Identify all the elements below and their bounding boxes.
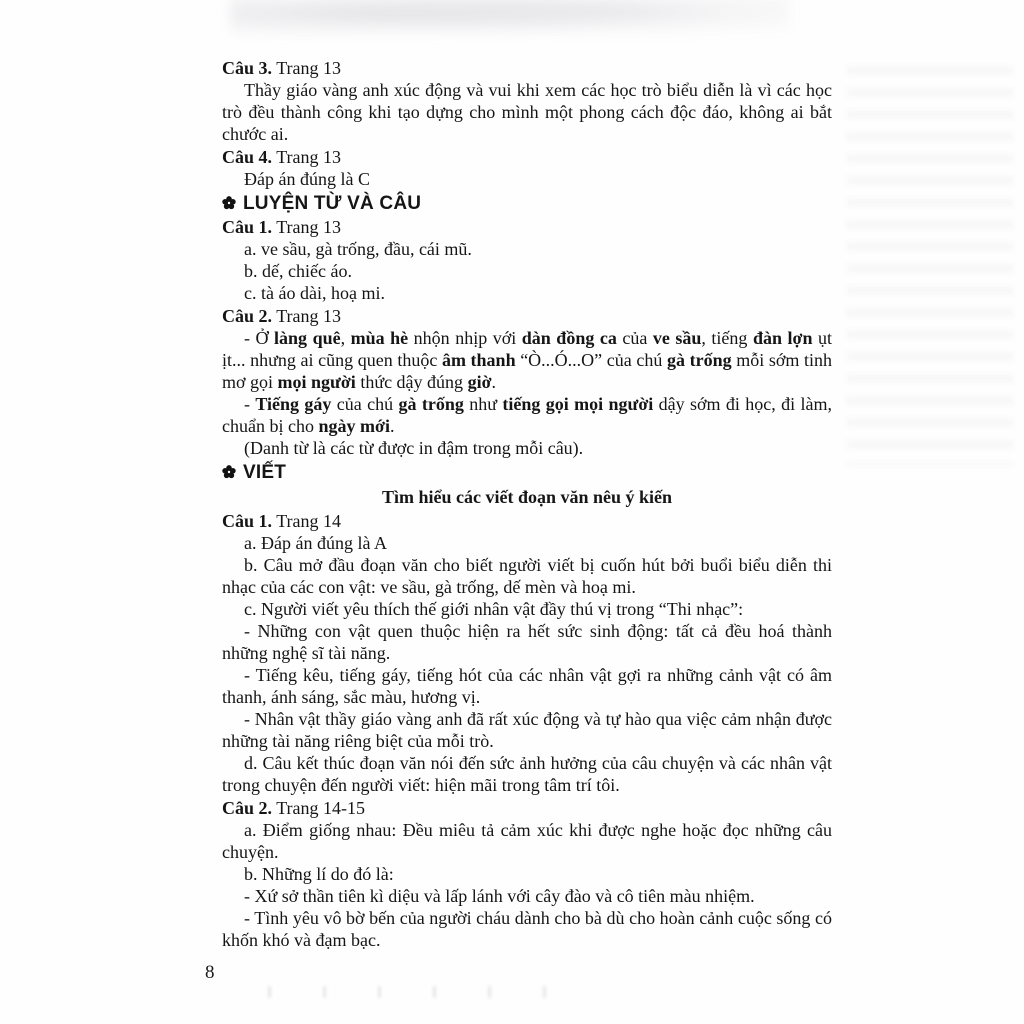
text-run: Trang 14-15 bbox=[272, 798, 366, 818]
paragraph bbox=[222, 708, 832, 752]
text-run: - Nhân vật thầy giáo vàng anh đã rất xúc động và tự hào qua việc cảm nhận được những tài năng riêng biệt của mỗi trò. bbox=[222, 709, 832, 751]
paragraph bbox=[222, 907, 832, 951]
scan-speck-artifact bbox=[268, 986, 558, 998]
text-run: gà trống bbox=[667, 350, 732, 370]
text-run: dàn đồng ca bbox=[521, 328, 617, 348]
text-run: Thầy giáo vàng anh xúc động và vui khi xem các học trò biểu diễn là vì các học trò đều thành công khi tạo dựng cho mình một phong cách độc đáo, không ai bắt chước ai. bbox=[222, 80, 832, 144]
text-run: Tìm hiểu các viết đoạn văn nêu ý kiến bbox=[381, 487, 673, 507]
text-run: - Xứ sở thần tiên kì diệu và lấp lánh với cây đào và cô tiên màu nhiệm. bbox=[244, 886, 755, 906]
text-run: Câu 3. bbox=[222, 58, 273, 78]
text-run: - Tiếng kêu, tiếng gáy, tiếng hót của các nhân vật gợi ra những cảnh vật có âm thanh, ánh sáng, sắc màu, hương vị. bbox=[222, 665, 832, 707]
answer-line bbox=[222, 532, 832, 554]
text-run: Trang 13 bbox=[272, 147, 342, 167]
text-run: tiếng gọi mọi người bbox=[502, 394, 654, 414]
bleed-through-artifact bbox=[846, 66, 1014, 466]
answer-line bbox=[222, 260, 832, 282]
lesson-title bbox=[222, 486, 832, 508]
text-run: Trang 13 bbox=[272, 58, 342, 78]
text-run: đàn lợn bbox=[752, 328, 813, 348]
paragraph bbox=[222, 664, 832, 708]
scan-smudge-artifact bbox=[230, 0, 790, 42]
text-run: “Ò...Ó...O” của chú bbox=[515, 350, 667, 370]
text-run: mọi người bbox=[277, 372, 356, 392]
paragraph bbox=[222, 752, 832, 796]
text-run: LUYỆN TỪ VÀ CÂU bbox=[243, 193, 422, 214]
text-run: - bbox=[244, 394, 256, 414]
text-run: d. Câu kết thúc đoạn văn nói đến sức ảnh hưởng của câu chuyện và các nhân vật trong chuyện đến người viết: hiện mãi trong tâm trí tôi. bbox=[222, 753, 832, 795]
question-heading bbox=[222, 305, 832, 327]
paragraph bbox=[222, 393, 832, 437]
text-run: b. Những lí do đó là: bbox=[244, 864, 394, 884]
text-run: thức dậy đúng bbox=[355, 372, 468, 392]
text-run: giờ bbox=[467, 372, 492, 392]
text-run: Trang 14 bbox=[272, 511, 342, 531]
text-run: a. ve sầu, gà trống, đầu, cái mũ. bbox=[244, 239, 472, 259]
text-run: , bbox=[340, 328, 351, 348]
text-run: b. Câu mở đầu đoạn văn cho biết người viết bị cuốn hút bởi buổi biểu diễn thi nhạc của các con vật: ve sầu, gà trống, dế mèn và hoạ mi. bbox=[222, 555, 832, 597]
question-heading bbox=[222, 216, 832, 238]
text-run: dậy sớm đi học, đi làm, chuẩn bị cho bbox=[222, 394, 833, 436]
text-run: a. Đáp án đúng là A bbox=[244, 533, 387, 553]
text-run: (Danh từ là các từ được in đậm trong mỗi câu). bbox=[244, 438, 584, 458]
text-run: . bbox=[491, 372, 497, 392]
text-run: Câu 2. bbox=[222, 798, 273, 818]
text-run: mỗi sớm tinh mơ gọi bbox=[222, 350, 833, 392]
text-run: Trang 13 bbox=[272, 306, 342, 326]
question-heading bbox=[222, 797, 832, 819]
paragraph bbox=[222, 620, 832, 664]
answer-line bbox=[222, 282, 832, 304]
text-run: như bbox=[463, 394, 503, 414]
page-number: 8 bbox=[205, 962, 215, 983]
text-run: b. dế, chiếc áo. bbox=[244, 261, 352, 281]
text-run: Tiếng gáy bbox=[255, 394, 332, 414]
question-heading bbox=[222, 510, 832, 532]
section-heading bbox=[222, 461, 832, 484]
text-run: mùa hè bbox=[350, 328, 409, 348]
text-run: Câu 1. bbox=[222, 217, 273, 237]
paragraph bbox=[222, 819, 832, 863]
text-run: a. Điểm giống nhau: Đều miêu tả cảm xúc khi được nghe hoặc đọc những câu chuyện. bbox=[222, 820, 832, 862]
text-run: c. Người viết yêu thích thế giới nhân vật đầy thú vị trong “Thi nhạc”: bbox=[244, 599, 744, 619]
paragraph bbox=[222, 863, 832, 885]
section-heading bbox=[222, 192, 832, 215]
text-run: ve sầu bbox=[652, 328, 702, 348]
paragraph bbox=[222, 554, 832, 598]
flower-icon bbox=[222, 193, 243, 214]
question-heading bbox=[222, 57, 832, 79]
text-run: nhộn nhịp với bbox=[408, 328, 522, 348]
text-run: của chú bbox=[331, 394, 399, 414]
text-run: Đáp án đúng là C bbox=[244, 169, 370, 189]
answer-line bbox=[222, 238, 832, 260]
question-heading bbox=[222, 146, 832, 168]
text-run: ngày mới bbox=[318, 416, 390, 436]
flower-icon bbox=[222, 462, 243, 483]
page-text bbox=[222, 56, 832, 951]
text-run: làng quê bbox=[274, 328, 341, 348]
text-run: gà trống bbox=[398, 394, 464, 414]
paragraph bbox=[222, 327, 832, 393]
text-run: - Ở bbox=[244, 328, 275, 348]
text-run: - Những con vật quen thuộc hiện ra hết sức sinh động: tất cả đều hoá thành những nghệ sĩ tài năng. bbox=[222, 621, 832, 663]
text-run: - Tình yêu vô bờ bến của người cháu dành cho bà dù cho hoàn cảnh cuộc sống có khốn khó và đạm bạc. bbox=[222, 908, 832, 950]
text-run: . bbox=[389, 416, 395, 436]
paragraph bbox=[222, 79, 832, 145]
paragraph bbox=[222, 885, 832, 907]
text-run: của bbox=[616, 328, 653, 348]
answer-line bbox=[222, 168, 832, 190]
text-run: VIẾT bbox=[243, 462, 287, 483]
text-run: ụt ịt... nhưng ai cũng quen thuộc bbox=[222, 328, 832, 370]
text-run: Trang 13 bbox=[272, 217, 342, 237]
text-run: âm thanh bbox=[441, 350, 516, 370]
text-run: Câu 1. bbox=[222, 511, 273, 531]
text-run: , tiếng bbox=[701, 328, 753, 348]
text-run: c. tà áo dài, hoạ mi. bbox=[244, 283, 385, 303]
answer-line bbox=[222, 437, 832, 459]
text-run: Câu 2. bbox=[222, 306, 273, 326]
paragraph bbox=[222, 598, 832, 620]
text-run: Câu 4. bbox=[222, 147, 273, 167]
